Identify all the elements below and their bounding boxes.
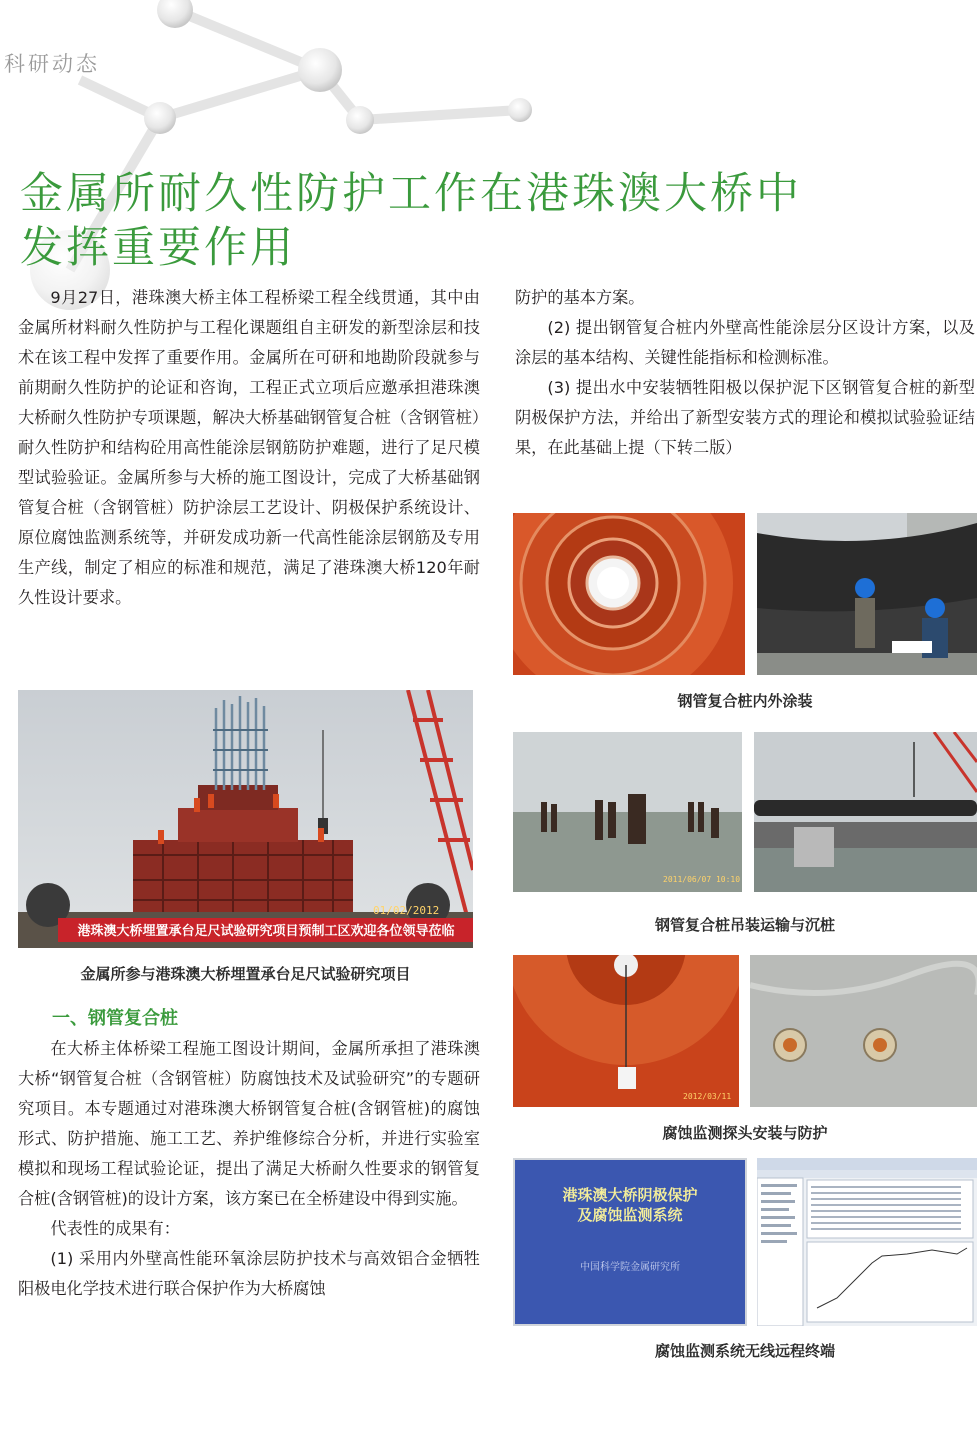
caption-probe: 腐蚀监测探头安装与防护 [662, 1124, 828, 1142]
title-line-1: 金属所耐久性防护工作在港珠澳大桥中 [20, 168, 802, 219]
construction-banner-text: 港珠澳大桥埋置承台足尺试验研究项目预制工区欢迎各位领导莅临 [77, 924, 455, 939]
photo-pile-lifting [754, 732, 977, 892]
right-column-text [515, 283, 975, 463]
section1-paragraph: 在大桥主体桥梁工程施工图设计期间，金属所承担了港珠澳大桥“钢管复合桩（含钢管桩）防腐蚀技术及试验研究”的专题研究项目。本专题通过对港珠澳大桥钢管复合桩(含钢管桩)的腐蚀形式、防护措施、施工工艺、养护维修综合分析，并进行实验室模拟和现场工程试验论证，提出了满足大桥耐久性要求的钢管复合桩(含钢管桩)的设计方案，该方案已在全桥建设中得到实施。 [18, 1039, 480, 1208]
result3-paragraph: (3) 提出水中安装牺牲阳极以保护泥下区钢管复合桩的新型阴极保护方法，并给出了新型安装方式的理论和模拟试验验证结果，在此基础上提（下转二版） [515, 378, 975, 457]
section-tag: 科研动态 [4, 52, 100, 76]
article-title [20, 167, 840, 275]
left-column-section1 [18, 1034, 480, 1304]
photo-piles-in-sea [513, 732, 742, 892]
slide-organization: 中国科学院金属研究所 [580, 1262, 680, 1273]
result2-paragraph: (2) 提出钢管复合桩内外壁高性能涂层分区设计方案，以及涂层的基本结构、关键性能指标和检测标准。 [515, 318, 975, 367]
probe-photo-timestamp: 2012/03/11 [683, 1092, 732, 1101]
title-line-2: 发挥重要作用 [20, 222, 296, 273]
construction-timestamp: 01/02/2012 [373, 904, 440, 917]
screen-monitoring-software [757, 1158, 977, 1326]
screen-monitoring-slide [513, 1158, 747, 1326]
photo-pipe-exterior-inspection [757, 513, 977, 675]
result1-continued: 防护的基本方案。 [515, 288, 645, 307]
photo-pipe-interior-coating [513, 513, 745, 675]
caption-transport: 钢管复合桩吊装运输与沉桩 [654, 916, 835, 934]
sea-photo-timestamp: 2011/06/07 10:10 [663, 875, 741, 884]
left-column-intro [18, 283, 480, 613]
section1-heading: 一、钢管复合桩 [52, 1008, 178, 1029]
result1-paragraph: (1) 采用内外壁高性能环氧涂层防护技术与高效铝合金牺牲阳极电化学技术进行联合保护作为大桥腐蚀 [18, 1249, 480, 1298]
slide-title-line1: 港珠澳大桥阴极保护 [562, 1186, 698, 1204]
slide-title-line2: 及腐蚀监测系统 [577, 1206, 683, 1224]
caption-terminal: 腐蚀监测系统无线远程终端 [654, 1342, 835, 1360]
caption-construction: 金属所参与港珠澳大桥埋置承台足尺试验研究项目 [80, 965, 411, 983]
photo-probe-sensors [750, 955, 977, 1107]
photo-construction-site [18, 690, 473, 948]
results-intro: 代表性的成果有： [50, 1219, 180, 1238]
intro-paragraph: 9月27日，港珠澳大桥主体工程桥梁工程全线贯通，其中由金属所材料耐久性防护与工程化课题组自主研发的新型涂层和技术在该工程中发挥了重要作用。金属所在可研和地勘阶段就参与前期耐久性防护的论证和咨询，工程正式立项后应邀承担港珠澳大桥耐久性防护专项课题，解决大桥基础钢管复合桩（含钢管桩）耐久性防护和结构砼用高性能涂层钢筋防护难题，进行了足尺模型试验验证。金属所参与大桥的施工图设计，完成了大桥基础钢管复合桩（含钢管桩）防护涂层工艺设计、阴极保护系统设计、原位腐蚀监测系统等，并研发成功新一代高性能涂层钢筋及专用生产线，制定了相应的标准和规范，满足了港珠澳大桥120年耐久性设计要求。 [18, 288, 480, 607]
photo-probe-inside-pipe [513, 955, 739, 1107]
caption-coating: 钢管复合桩内外涂装 [677, 692, 813, 710]
